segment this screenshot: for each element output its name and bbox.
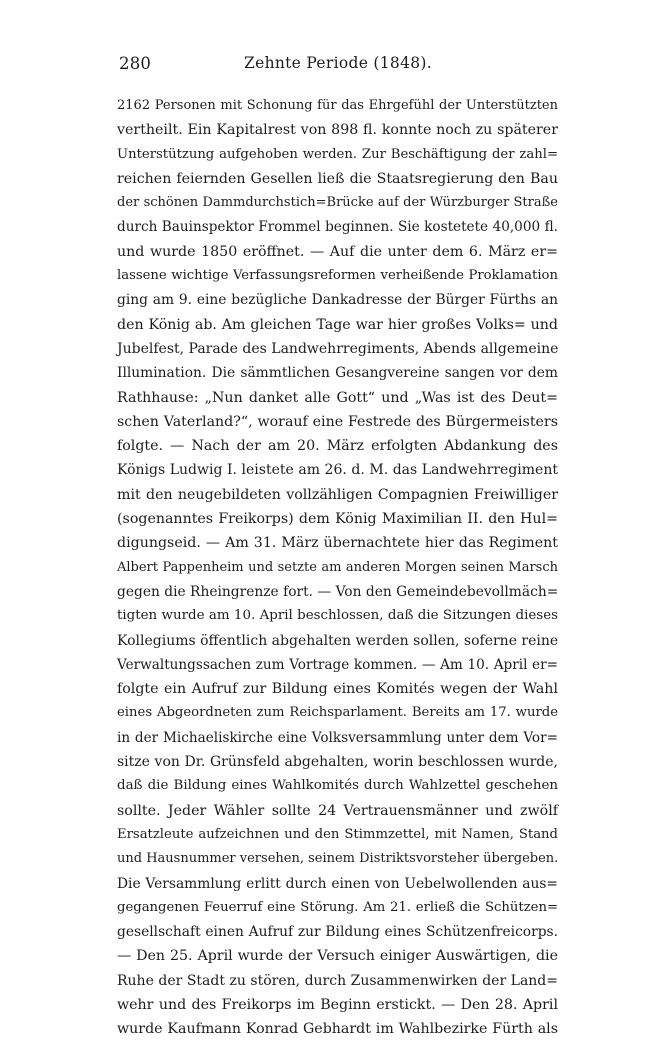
text-line: Rathhause: „Nun danket alle Gott“ und „Was ist des Deut= [117, 389, 558, 406]
body-text [117, 94, 558, 1042]
text-line: digungseid. — Am 31. März übernachtete hier das Regiment [117, 535, 558, 552]
text-line: und wurde 1850 eröffnet. — Auf die unter dem 6. März er= [117, 243, 558, 260]
text-line: Kollegiums öffentlich abgehalten werden sollen, soferne reine [117, 632, 559, 649]
text-line: tigten wurde am 10. April beschlossen, daß die Sitzungen dieses [117, 608, 558, 624]
text-line: Albert Pappenheim und setzte am anderen Morgen seinen Marsch [117, 559, 558, 575]
text-line: eines Abgeordneten zum Reichsparlament. Bereits am 17. wurde [117, 705, 558, 721]
text-line: Ersatzleute aufzeichnen und den Stimmzettel, mit Namen, Stand [117, 826, 558, 842]
text-line: den König ab. Am gleichen Tage war hier großes Volks= und [117, 316, 558, 333]
text-line: und Hausnummer versehen, seinem Distriktsvorsteher übergeben. [117, 851, 559, 867]
text-line: gegen die Rheingrenze fort. — Von den Gemeindebevollmäch= [117, 583, 559, 600]
text-line: folgte. — Nach der am 20. März erfolgten Abdankung des [117, 438, 558, 455]
text-line: schen Vaterland?“, worauf eine Festrede des Bürgermeisters [117, 413, 558, 430]
text-line: wehr und des Freikorps im Beginn erstickt. — Den 28. April [117, 996, 558, 1013]
text-line: daß die Bildung eines Wahlkomités durch Wahlzettel geschehen [117, 778, 558, 794]
text-line: Jubelfest, Parade des Landwehrregiments, Abends allgemeine [117, 340, 559, 357]
text-line: Königs Ludwig I. leistete am 26. d. M. das Landwehrregiment [117, 462, 558, 479]
text-line: durch Bauinspektor Frommel beginnen. Sie kostetete 40,000 fl. [117, 219, 558, 236]
text-line: (sogenanntes Freikorps) dem König Maximilian II. den Hul= [117, 511, 558, 528]
text-line: sitze von Dr. Grünsfeld abgehalten, worin beschlossen wurde, [117, 754, 558, 771]
text-line: gegangenen Feuerruf eine Störung. Am 21. erließ die Schützen= [117, 899, 558, 915]
text-line: vertheilt. Ein Kapitalrest von 898 fl. konnte noch zu späterer [117, 122, 558, 139]
text-line: Die Versammlung erlitt durch einen von Uebelwollenden aus= [117, 875, 558, 892]
text-line: folgte ein Aufruf zur Bildung eines Komités wegen der Wahl [117, 681, 558, 698]
text-line: wurde Kaufmann Konrad Gebhardt im Wahlbezirke Fürth als [117, 1021, 558, 1038]
text-line: sollte. Jeder Wähler sollte 24 Vertrauensmänner und zwölf [117, 802, 558, 819]
text-line: der schönen Dammdurchstich=Brücke auf der Würzburger Straße [117, 195, 558, 211]
text-line: gesellschaft einen Aufruf zur Bildung eines Schützenfreicorps. [117, 924, 558, 941]
running-head: Zehnte Periode (1848). [244, 54, 432, 72]
text-line: 2162 Personen mit Schonung für das Ehrgefühl der Unterstützten [117, 98, 558, 113]
page-number: 280 [119, 54, 152, 73]
text-line: Ruhe der Stadt zu stören, durch Zusammenwirken der Land= [117, 972, 558, 989]
text-line: ging am 9. eine bezügliche Dankadresse der Bürger Fürths an [117, 292, 558, 309]
text-line: Verwaltungssachen zum Vortrage kommen. — Am 10. April er= [117, 656, 558, 673]
text-line: lassene wichtige Verfassungsreformen verheißende Proklamation [117, 268, 558, 284]
text-line: in der Michaeliskirche eine Volksversammlung unter dem Vor= [117, 729, 558, 746]
text-line: mit den neugebildeten vollzähligen Compagnien Freiwilliger [117, 486, 558, 503]
page-header [119, 54, 557, 78]
text-line: reichen feiernden Gesellen ließ die Staatsregierung den Bau [117, 170, 558, 187]
text-line: Unterstützung aufgehoben werden. Zur Beschäftigung der zahl= [117, 146, 558, 162]
text-line: Illumination. Die sämmtlichen Gesangvereine sangen vor dem [117, 365, 558, 382]
text-line: — Den 25. April wurde der Versuch einiger Auswärtigen, die [117, 948, 558, 965]
